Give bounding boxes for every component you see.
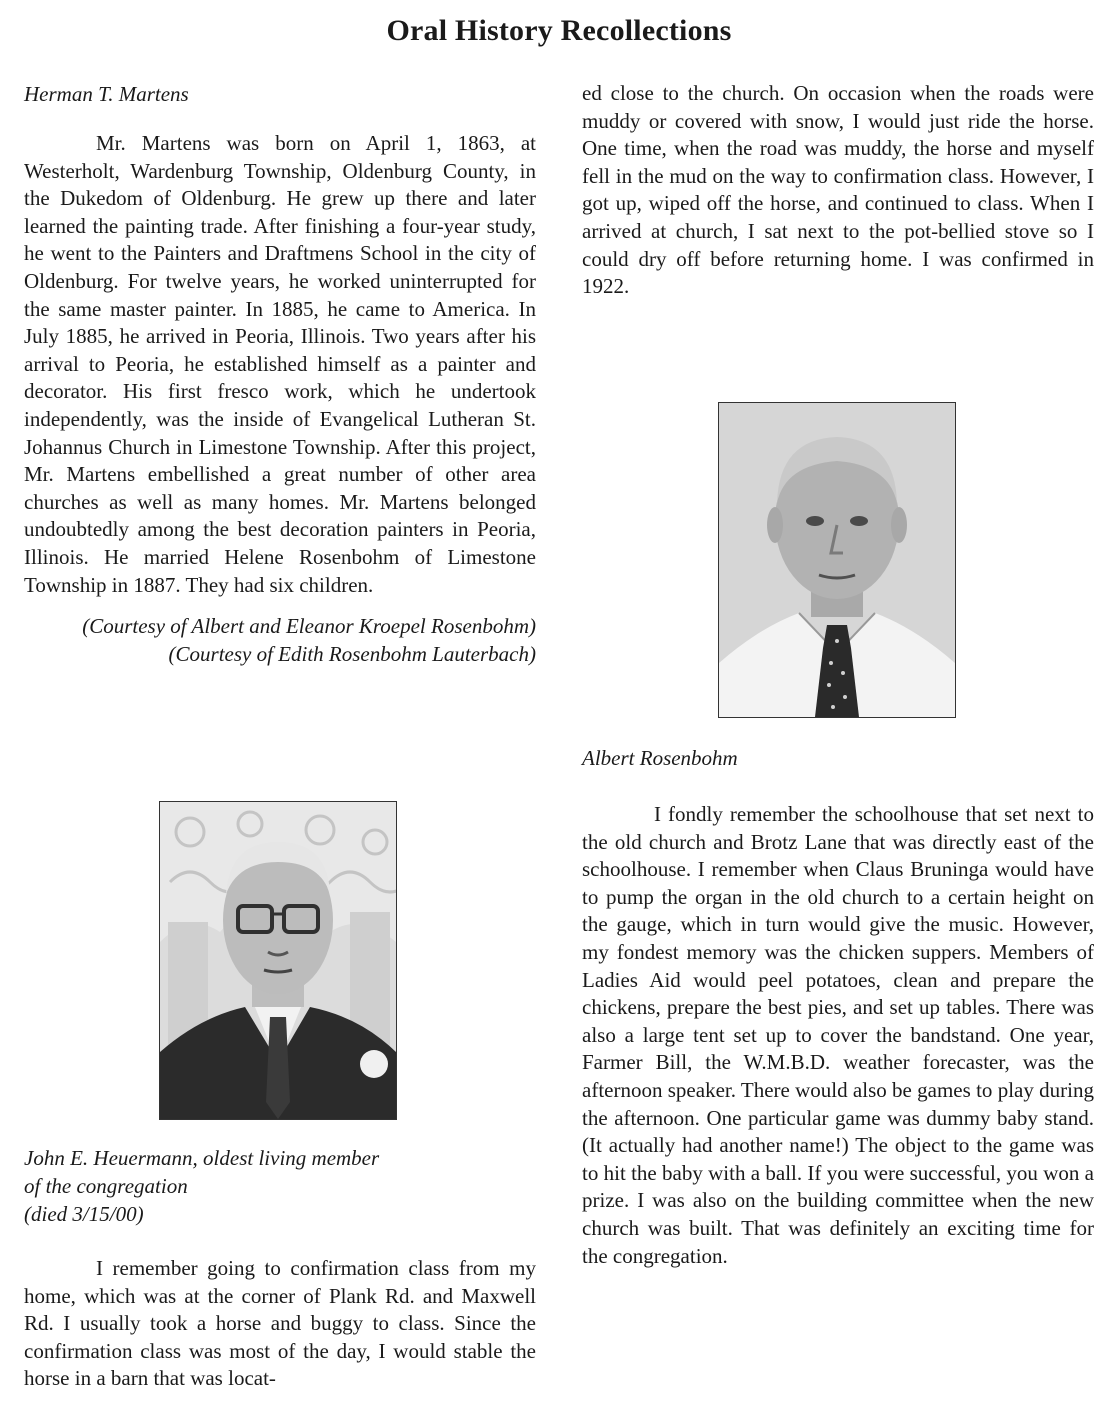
page-title: Oral History Recollections <box>386 14 732 47</box>
courtesy-line-1: (Courtesy of Albert and Eleanor Kroepel Rosenbohm) <box>82 614 536 639</box>
martens-byline: Herman T. Martens <box>24 82 189 106</box>
memory-section <box>582 801 1094 1270</box>
heuermann-photo <box>159 801 397 1120</box>
martens-biography: Mr. Martens was born on April 1, 1863, at Westerholt, Wardenburg Township, Oldenburg County, in the Dukedom of Oldenburg. He grew up there and later learned the painting trade. After finishing a four-year study, he went to the Painters and Draftmens School in the city of Oldenburg. For twelve years, he worked uninterrupted for the same master painter. In 1885, he came to America. In July 1885, he arrived in Peoria, Illinois. Two years after his arrival to Peoria, he established himself as a painter and decorator. His first fresco work, which he undertook independently, was the inside of Evangelical Lutheran St. Johannus Church in Limestone Township. After this project, Mr. Martens embellished a great number of other area churches as well as many homes. Mr. Martens belonged undoubtedly among the best decoration painters in Peoria, Illinois. He married Helene Rosenbohm of Limestone Township in 1887. They had six children. <box>24 131 536 597</box>
caption-line-1: John E. Heuermann, oldest living member <box>24 1146 380 1170</box>
recollection-continued: ed close to the church. On occasion when the roads were muddy or covered with snow, I would just ride the horse. One time, when the road was muddy, the horse and myself fell in the mud on the way to confirmation class. However, I got up, wiped off the horse, and continued to class. When I arrived at church, I sat next to the pot-bellied stove so I could dry off before returning home. I was confirmed in 1922. <box>582 81 1094 299</box>
caption-albert-rosenbohm: Albert Rosenbohm <box>582 746 738 770</box>
schoolhouse-memory: I fondly remember the schoolhouse that set next to the old church and Brotz Lane that was directly east of the schoolhouse. I remember when Claus Bruninga would have to pump the organ in the old church to a certain height on the gauge, which in turn would give the music. However, my fondest memory was the chicken suppers. Members of Ladies Aid would peel potatoes, clean and prepare the chickens, prepare the best pies, and set up tables. There was also a large tent set up to cover the bandstand. One year, Farmer Bill, the W.M.B.D. weather forecaster, was the afternoon speaker. There would also be games to play during the afternoon. One particular game was dummy baby stand. (It actually had another name!) The object to the game was to hit the baby with a ball. If you were successful, you won a prize. I was also on the building committee when the new church was built. That was definitely an exciting time for the congregation. <box>582 802 1094 1268</box>
left-column <box>24 80 536 668</box>
rosenbohm-photo <box>718 402 956 718</box>
courtesy-line-2: (Courtesy of Edith Rosenbohm Lauterbach) <box>168 641 536 666</box>
rosenbohm-caption <box>582 744 1094 772</box>
recollection-start: I remember going to confirmation class from my home, which was at the corner of Plank Rd. and Maxwell Rd. I usually took a horse and buggy to class. Since the confirmation class was most of the day, I would stable the horse in a barn that was locat- <box>24 1256 536 1391</box>
caption-line-2: of the congregation <box>24 1174 188 1198</box>
confirmation-recollection <box>24 1255 536 1393</box>
heuermann-caption <box>24 1144 536 1228</box>
right-column <box>582 80 1094 301</box>
caption-line-3: (died 3/15/00) <box>24 1202 144 1226</box>
